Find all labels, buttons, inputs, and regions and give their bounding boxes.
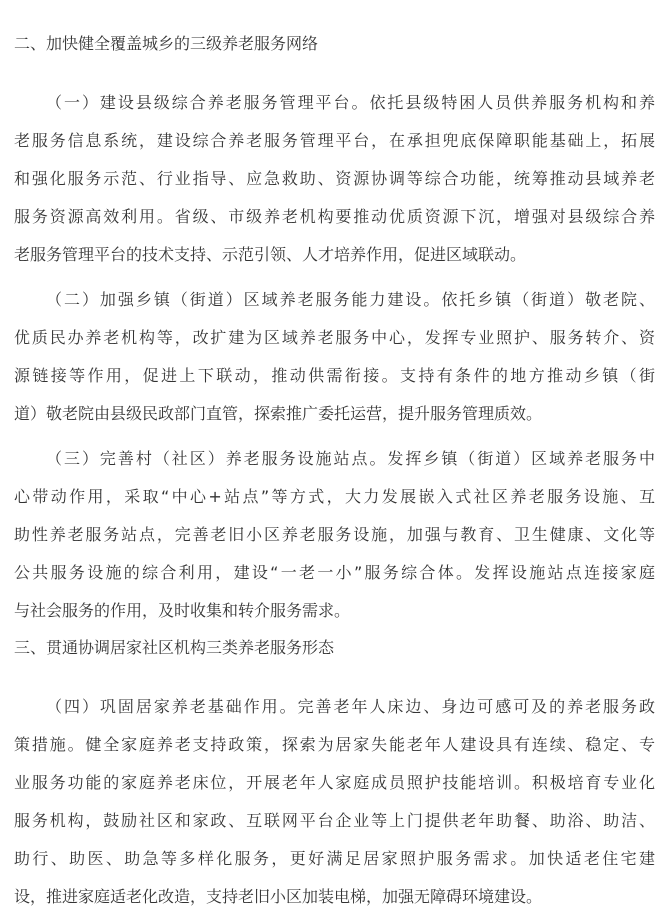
paragraph-line: （三）完善村（社区）养老服务设施站点。发挥乡镇（街道）区域养老服务中: [46, 449, 655, 468]
paragraph-line: （一）建设县级综合养老服务管理平台。依托县级特困人员供养服务机构和养: [46, 93, 655, 112]
paragraph-line: 助行、助医、助急等多样化服务，更好满足居家照护服务需求。加快适老住宅建: [14, 849, 655, 868]
paragraph-2: [14, 281, 655, 433]
paragraph-line: （二）加强乡镇（街道）区域养老服务能力建设。依托乡镇（街道）敬老院、: [46, 290, 655, 309]
paragraph-4: [14, 688, 655, 916]
paragraph-line: 源链接等作用，促进上下联动，推动供需衔接。支持有条件的地方推动乡镇（街: [14, 366, 655, 385]
paragraph-line: 助性养老服务站点，完善老旧小区养老服务设施，加强与教育、卫生健康、文化等: [14, 525, 655, 544]
section-heading-2: 二、加快健全覆盖城乡的三级养老服务网络: [14, 34, 319, 53]
paragraph-line: 优质民办养老机构等，改扩建为区域养老服务中心，发挥专业照护、服务转介、资: [14, 328, 655, 347]
section-heading-3: 三、贯通协调居家社区机构三类养老服务形态: [14, 638, 335, 657]
paragraph-line: 服务资源高效利用。省级、市级养老机构要推动优质资源下沉，增强对县级综合养: [14, 207, 655, 226]
paragraph-line: 业服务功能的家庭养老床位，开展老年人家庭成员照护技能培训。积极培育专业化: [14, 773, 655, 792]
paragraph-3: [14, 440, 655, 630]
paragraph-line: 心带动作用，采取“中心+站点”等方式，大力发展嵌入式社区养老服务设施、互: [14, 487, 655, 506]
paragraph-line: 和强化服务示范、行业指导、应急救助、资源协调等综合功能，统筹推动县域养老: [14, 169, 655, 188]
paragraph-line: 服务机构，鼓励社区和家政、互联网平台企业等上门提供老年助餐、助浴、助洁、: [14, 811, 655, 830]
paragraph-line: 道）敬老院由县级民政部门直管，探索推广委托运营，提升服务管理质效。: [14, 404, 543, 423]
paragraph-line: （四）巩固居家养老基础作用。完善老年人床边、身边可感可及的养老服务政: [46, 697, 655, 716]
paragraph-line: 老服务管理平台的技术支持、示范引领、人才培养作用，促进区域联动。: [14, 245, 527, 264]
paragraph-line: 老服务信息系统，建设综合养老服务管理平台，在承担兜底保障职能基础上，拓展: [14, 131, 655, 150]
paragraph-line: 设，推进家庭适老化改造，支持老旧小区加装电梯，加强无障碍环境建设。: [14, 887, 543, 906]
paragraph-line: 与社会服务的作用，及时收集和转介服务需求。: [14, 601, 351, 620]
paragraph-line: 策措施。健全家庭养老支持政策，探索为居家失能老年人建设具有连续、稳定、专: [14, 735, 655, 754]
paragraph-1: [14, 84, 655, 274]
paragraph-line: 公共服务设施的综合利用，建设“一老一小”服务综合体。发挥设施站点连接家庭: [14, 563, 655, 582]
